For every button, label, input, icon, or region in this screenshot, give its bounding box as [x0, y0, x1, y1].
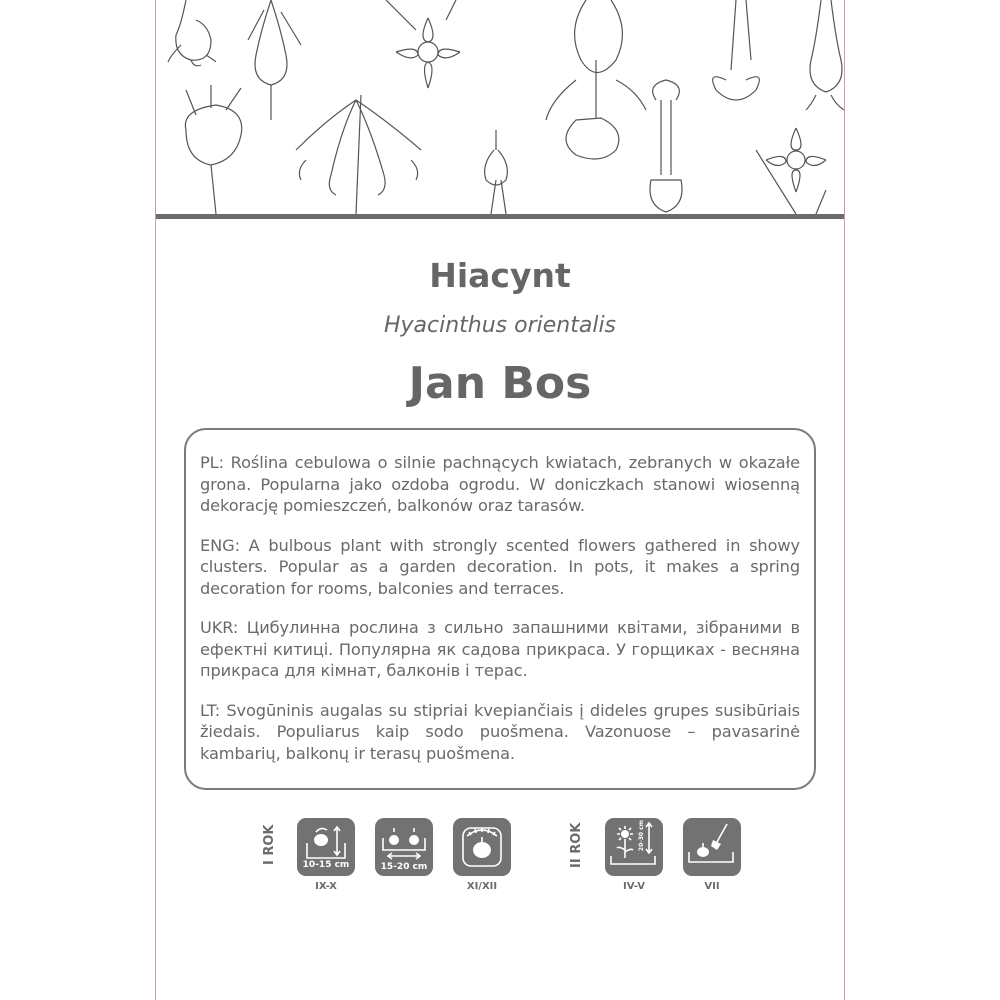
fritillaria-sketch	[296, 95, 421, 214]
winter-cover-month: XI/XII	[466, 881, 498, 892]
common-name: Hiacynt	[429, 256, 571, 295]
crocus-sketch-2	[713, 0, 760, 100]
poppy-sketch	[185, 85, 241, 214]
planting-depth-icon	[297, 818, 355, 876]
planting-depth-month: IX-X	[315, 881, 337, 892]
cultivar-name: Jan Bos	[408, 358, 592, 409]
product-card	[155, 0, 845, 1000]
botanical-illustration	[156, 0, 844, 215]
bulb-sketch-3	[485, 130, 508, 214]
description-eng: ENG: A bulbous plant with strongly scented flowers gathered in showy clusters. Popular as a garden decoration. In pots, it makes a spring decoration for rooms, balconies and terraces.	[200, 535, 800, 598]
narcissus-sketch-2	[756, 128, 826, 214]
description-box	[184, 428, 816, 790]
bulb-sketch-2	[806, 0, 844, 110]
planting-spacing-icon	[375, 818, 433, 876]
planting-depth-caption: 10-15 cm	[302, 860, 350, 870]
narcissus-sketch-1	[386, 0, 460, 88]
description-pl: PL: Roślina cebulowa o silnie pachnących kwiatach, zebranych w okazałe grona. Popularna jako ozdoba ogrodu. W doniczkach stanowi wiosenną dekorację pomieszczeń, balkonów oraz tarasów.	[200, 453, 800, 515]
hyacinth-sketch	[546, 0, 646, 159]
bulb-lifting-month: VII	[704, 881, 720, 892]
bulb-sketch-1	[168, 0, 216, 66]
flowering-height-icon	[605, 818, 663, 876]
flowering-height-caption: 20-30 cm	[638, 820, 645, 852]
bulb-lifting-icon	[683, 818, 741, 876]
crocus-sketch	[248, 0, 301, 120]
flowering-height-month: IV-V	[623, 881, 645, 892]
year-two-label: II ROK	[569, 822, 584, 868]
care-icons-row	[156, 815, 844, 905]
description-ukr: UKR: Цибулинна рослина з сильно запашними квітами, зібраними в ефектні китиці. Популярна як садова прикраса. У горщиках - весняна прикраса для кімнат, балконів і терас.	[200, 618, 800, 680]
illustration-divider	[156, 214, 844, 219]
year-one-label: I ROK	[262, 824, 277, 865]
description-lt: LT: Svogūninis augalas su stipriai kvepiančiais į dideles grupes susibūriais žiedais. Populiarus kaip sodo puošmena. Vazonuose – pavasarinė kambarių, balkonų ir terasų puošmena.	[200, 700, 800, 763]
latin-name: Hyacinthus orientalis	[383, 313, 617, 338]
planting-spacing-caption: 15-20 cm	[380, 862, 428, 872]
bulb-sketch-4	[650, 80, 682, 212]
winter-cover-icon	[453, 818, 511, 876]
